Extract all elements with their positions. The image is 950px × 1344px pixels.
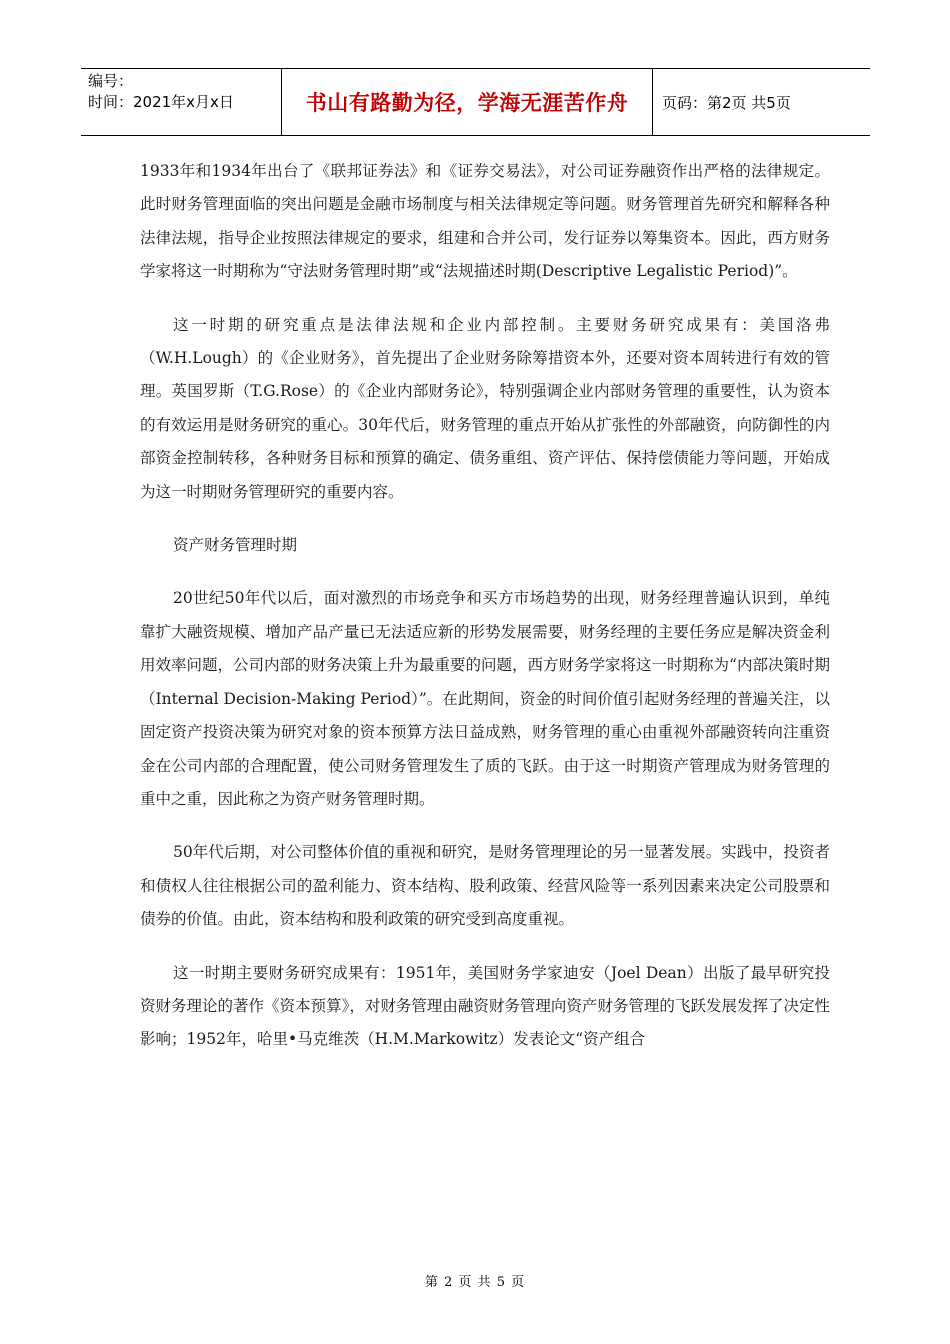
body-paragraph: 50年代后期，对公司整体价值的重视和研究，是财务管理理论的另一显著发展。实践中，投资者和债权人往往根据公司的盈利能力、资本结构、股利政策、经营风险等一系列因素来决定公司股票和债券的价值。由此，资本结构和股利政策的研究受到高度重视。 <box>140 843 830 929</box>
body-paragraph: 1933年和1934年出台了《联邦证券法》和《证券交易法》，对公司证券融资作出严格的法律规定。此时财务管理面临的突出问题是金融市场制度与相关法律规定等问题。财务管理首先研究和解释各种法律法规，指导企业按照法律规定的要求，组建和合并公司，发行证券以筹集资本。因此，西方财务学家将这一时期称为“守法财务管理时期”或“法规描述时期(Descriptive Legalistic Period)”。 <box>140 162 830 281</box>
header-meta-cell <box>81 69 282 135</box>
body-paragraph: 20世纪50年代以后，面对激烈的市场竞争和买方市场趋势的出现，财务经理普遍认识到，单纯靠扩大融资规模、增加产品产量已无法适应新的形势发展需要，财务经理的主要任务应是解决资金利用效率问题，公司内部的财务决策上升为最重要的问题，西方财务学家将这一时期称为“内部决策时期（Internal Decision-Making Period）”。在此期间，资金的时间价值引起财务经理的普遍关注，以固定资产投资决策为研究对象的资本预算方法日益成熟，财务管理的重心由重视外部融资转向注重资金在公司内部的合理配置，使公司财务管理发生了质的飞跃。由于这一时期资产管理成为财务管理的重中之重，因此称之为资产财务管理时期。 <box>140 589 830 808</box>
section-heading: 资产财务管理时期 <box>173 536 298 555</box>
page-header <box>81 68 870 136</box>
document-body <box>140 155 830 1077</box>
body-paragraph: 这一时期主要财务研究成果有：1951年，美国财务学家迪安（Joel Dean）出版了最早研究投资财务理论的著作《资本预算》，对财务管理由融资财务管理向资产财务管理的飞跃发展发挥了决定性影响；1952年，哈里•马克维茨（H.M.Markowitz）发表论文“资产组合 <box>140 963 830 1049</box>
body-paragraph: 这一时期的研究重点是法律法规和企业内部控制。主要财务研究成果有：美国洛弗（W.H.Lough）的《企业财务》，首先提出了企业财务除筹措资本外，还要对资本周转进行有效的管理。英国罗斯（T.G.Rose）的《企业内部财务论》，特别强调企业内部财务管理的重要性，认为资本的有效运用是财务研究的重心。30年代后，财务管理的重点开始从扩张性的外部融资，向防御性的内部资金控制转移，各种财务目标和预算的确定、债务重组、资产评估、保持偿债能力等问题，开始成为这一时期财务管理研究的重要内容。 <box>140 315 830 501</box>
header-motto: 书山有路勤为径，学海无涯苦作舟 <box>282 69 653 135</box>
header-page-number: 页码：第2页 共5页 <box>662 93 791 112</box>
document-number-label: 编号： <box>88 72 134 90</box>
document-date-label: 时间：2021年x月x日 <box>88 93 234 111</box>
page-footer: 第 2 页 共 5 页 <box>424 1275 526 1290</box>
